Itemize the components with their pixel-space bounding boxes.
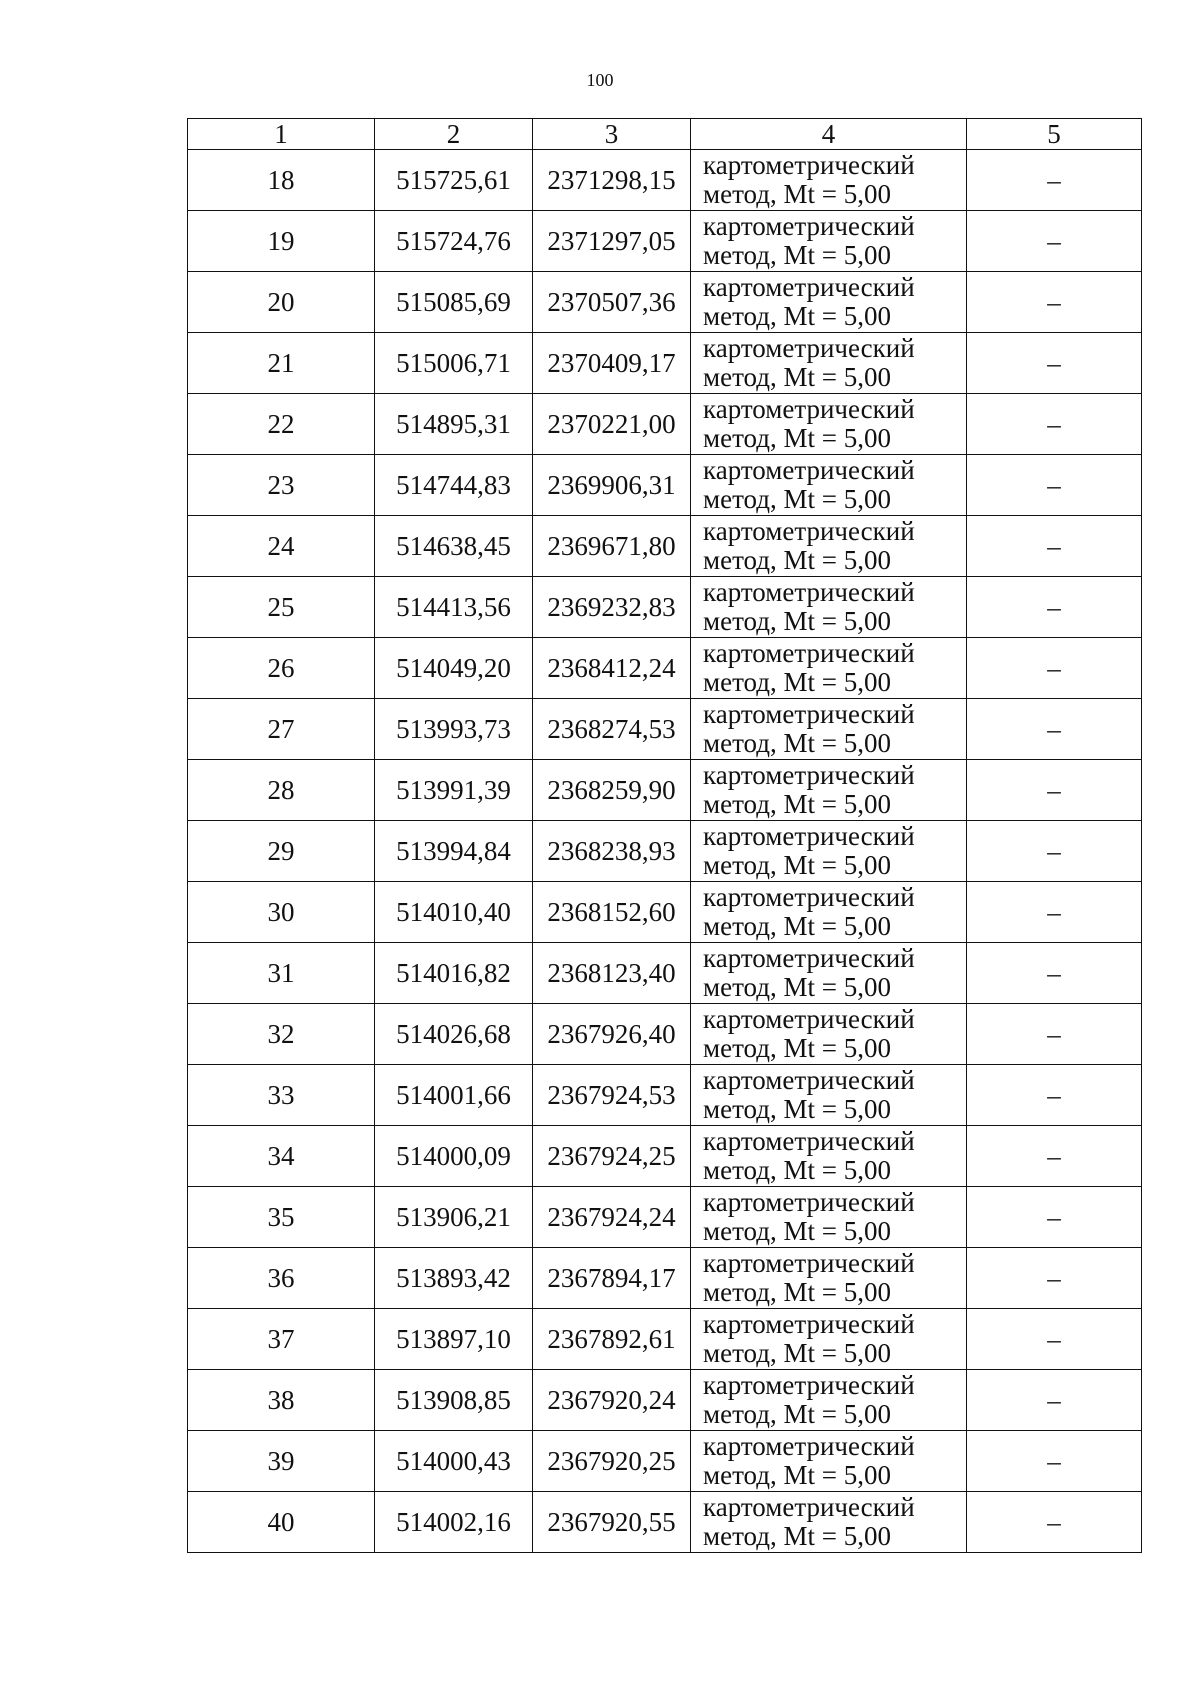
x-coordinate-cell: 514000,09: [375, 1126, 533, 1187]
table-row: [188, 211, 1142, 272]
method-cell: [691, 638, 967, 699]
description-cell: –: [967, 760, 1142, 821]
method-line-1: картометрический: [703, 577, 915, 607]
method-line-1: картометрический: [703, 943, 915, 973]
method-line-2: метод, Mt = 5,00: [703, 545, 891, 575]
description-cell: –: [967, 1187, 1142, 1248]
method-cell: [691, 699, 967, 760]
method-cell: [691, 1004, 967, 1065]
method-line-1: картометрический: [703, 1065, 915, 1095]
y-coordinate-cell: 2368412,24: [533, 638, 691, 699]
x-coordinate-cell: 514010,40: [375, 882, 533, 943]
method-line-2: метод, Mt = 5,00: [703, 1216, 891, 1246]
point-number-cell: 39: [188, 1431, 375, 1492]
method-cell: [691, 760, 967, 821]
table-row: [188, 1370, 1142, 1431]
description-cell: –: [967, 577, 1142, 638]
description-cell: –: [967, 1248, 1142, 1309]
method-line-2: метод, Mt = 5,00: [703, 301, 891, 331]
table-row: [188, 1248, 1142, 1309]
description-cell: –: [967, 638, 1142, 699]
y-coordinate-cell: 2369671,80: [533, 516, 691, 577]
point-number-cell: 22: [188, 394, 375, 455]
method-cell: [691, 1431, 967, 1492]
description-cell: –: [967, 699, 1142, 760]
point-number-cell: 30: [188, 882, 375, 943]
description-cell: –: [967, 1126, 1142, 1187]
description-cell: –: [967, 1370, 1142, 1431]
point-number-cell: 23: [188, 455, 375, 516]
method-line-2: метод, Mt = 5,00: [703, 972, 891, 1002]
description-cell: –: [967, 821, 1142, 882]
description-cell: –: [967, 455, 1142, 516]
method-line-2: метод, Mt = 5,00: [703, 484, 891, 514]
description-cell: –: [967, 394, 1142, 455]
coordinates-table: [187, 118, 1142, 1553]
method-line-2: метод, Mt = 5,00: [703, 1338, 891, 1368]
method-cell: [691, 1187, 967, 1248]
method-line-1: картометрический: [703, 760, 915, 790]
point-number-cell: 19: [188, 211, 375, 272]
method-line-1: картометрический: [703, 150, 915, 180]
point-number-cell: 38: [188, 1370, 375, 1431]
table-row: [188, 821, 1142, 882]
method-line-1: картометрический: [703, 1309, 915, 1339]
y-coordinate-cell: 2368123,40: [533, 943, 691, 1004]
point-number-cell: 36: [188, 1248, 375, 1309]
x-coordinate-cell: 514000,43: [375, 1431, 533, 1492]
y-coordinate-cell: 2367894,17: [533, 1248, 691, 1309]
point-number-cell: 34: [188, 1126, 375, 1187]
method-line-2: метод, Mt = 5,00: [703, 1033, 891, 1063]
x-coordinate-cell: 514049,20: [375, 638, 533, 699]
table-row: [188, 1126, 1142, 1187]
table-header-row: [188, 119, 1142, 150]
x-coordinate-cell: 515725,61: [375, 150, 533, 211]
table-row: [188, 1065, 1142, 1126]
method-cell: [691, 150, 967, 211]
method-cell: [691, 1126, 967, 1187]
method-line-1: картометрический: [703, 1248, 915, 1278]
y-coordinate-cell: 2371297,05: [533, 211, 691, 272]
point-number-cell: 29: [188, 821, 375, 882]
point-number-cell: 31: [188, 943, 375, 1004]
method-line-2: метод, Mt = 5,00: [703, 1399, 891, 1429]
x-coordinate-cell: 513906,21: [375, 1187, 533, 1248]
table-row: [188, 638, 1142, 699]
method-cell: [691, 455, 967, 516]
x-coordinate-cell: 513893,42: [375, 1248, 533, 1309]
header-col-1: 1: [188, 119, 375, 150]
method-cell: [691, 394, 967, 455]
x-coordinate-cell: 514001,66: [375, 1065, 533, 1126]
y-coordinate-cell: 2367920,55: [533, 1492, 691, 1553]
point-number-cell: 18: [188, 150, 375, 211]
method-cell: [691, 1065, 967, 1126]
table-row: [188, 943, 1142, 1004]
method-line-1: картометрический: [703, 1126, 915, 1156]
description-cell: –: [967, 333, 1142, 394]
y-coordinate-cell: 2370409,17: [533, 333, 691, 394]
x-coordinate-cell: 515085,69: [375, 272, 533, 333]
y-coordinate-cell: 2370507,36: [533, 272, 691, 333]
description-cell: –: [967, 1065, 1142, 1126]
table-row: [188, 1187, 1142, 1248]
x-coordinate-cell: 514026,68: [375, 1004, 533, 1065]
point-number-cell: 40: [188, 1492, 375, 1553]
y-coordinate-cell: 2367924,25: [533, 1126, 691, 1187]
description-cell: –: [967, 943, 1142, 1004]
method-cell: [691, 943, 967, 1004]
y-coordinate-cell: 2367924,53: [533, 1065, 691, 1126]
table-row: [188, 1309, 1142, 1370]
table-row: [188, 455, 1142, 516]
method-line-1: картометрический: [703, 882, 915, 912]
point-number-cell: 26: [188, 638, 375, 699]
method-line-2: метод, Mt = 5,00: [703, 911, 891, 941]
point-number-cell: 35: [188, 1187, 375, 1248]
x-coordinate-cell: 514895,31: [375, 394, 533, 455]
method-cell: [691, 1492, 967, 1553]
point-number-cell: 37: [188, 1309, 375, 1370]
method-line-1: картометрический: [703, 638, 915, 668]
y-coordinate-cell: 2368259,90: [533, 760, 691, 821]
method-line-2: метод, Mt = 5,00: [703, 240, 891, 270]
y-coordinate-cell: 2367926,40: [533, 1004, 691, 1065]
method-line-2: метод, Mt = 5,00: [703, 362, 891, 392]
table-row: [188, 699, 1142, 760]
method-line-1: картометрический: [703, 1370, 915, 1400]
y-coordinate-cell: 2367892,61: [533, 1309, 691, 1370]
method-line-1: картометрический: [703, 211, 915, 241]
method-cell: [691, 516, 967, 577]
method-line-1: картометрический: [703, 1187, 915, 1217]
description-cell: –: [967, 1004, 1142, 1065]
method-line-2: метод, Mt = 5,00: [703, 423, 891, 453]
header-col-4: 4: [691, 119, 967, 150]
point-number-cell: 33: [188, 1065, 375, 1126]
method-line-1: картометрический: [703, 1492, 915, 1522]
description-cell: –: [967, 516, 1142, 577]
x-coordinate-cell: 515006,71: [375, 333, 533, 394]
table-row: [188, 150, 1142, 211]
x-coordinate-cell: 514016,82: [375, 943, 533, 1004]
point-number-cell: 25: [188, 577, 375, 638]
description-cell: –: [967, 150, 1142, 211]
point-number-cell: 24: [188, 516, 375, 577]
method-line-1: картометрический: [703, 333, 915, 363]
table-row: [188, 760, 1142, 821]
description-cell: –: [967, 272, 1142, 333]
x-coordinate-cell: 514638,45: [375, 516, 533, 577]
method-line-2: метод, Mt = 5,00: [703, 850, 891, 880]
method-cell: [691, 1370, 967, 1431]
method-cell: [691, 333, 967, 394]
method-cell: [691, 1248, 967, 1309]
method-cell: [691, 1309, 967, 1370]
method-cell: [691, 272, 967, 333]
method-line-2: метод, Mt = 5,00: [703, 1277, 891, 1307]
description-cell: –: [967, 882, 1142, 943]
method-cell: [691, 211, 967, 272]
point-number-cell: 27: [188, 699, 375, 760]
y-coordinate-cell: 2368274,53: [533, 699, 691, 760]
method-line-2: метод, Mt = 5,00: [703, 606, 891, 636]
y-coordinate-cell: 2368238,93: [533, 821, 691, 882]
method-line-1: картометрический: [703, 1004, 915, 1034]
description-cell: –: [967, 1309, 1142, 1370]
method-line-1: картометрический: [703, 699, 915, 729]
point-number-cell: 20: [188, 272, 375, 333]
method-line-2: метод, Mt = 5,00: [703, 789, 891, 819]
method-line-2: метод, Mt = 5,00: [703, 1460, 891, 1490]
table-row: [188, 272, 1142, 333]
method-line-2: метод, Mt = 5,00: [703, 1094, 891, 1124]
x-coordinate-cell: 513897,10: [375, 1309, 533, 1370]
x-coordinate-cell: 514744,83: [375, 455, 533, 516]
y-coordinate-cell: 2369906,31: [533, 455, 691, 516]
method-line-2: метод, Mt = 5,00: [703, 1521, 891, 1551]
method-line-1: картометрический: [703, 821, 915, 851]
table-row: [188, 394, 1142, 455]
method-cell: [691, 577, 967, 638]
y-coordinate-cell: 2368152,60: [533, 882, 691, 943]
method-line-2: метод, Mt = 5,00: [703, 728, 891, 758]
y-coordinate-cell: 2369232,83: [533, 577, 691, 638]
method-cell: [691, 882, 967, 943]
header-col-5: 5: [967, 119, 1142, 150]
x-coordinate-cell: 513908,85: [375, 1370, 533, 1431]
x-coordinate-cell: 515724,76: [375, 211, 533, 272]
method-line-1: картометрический: [703, 394, 915, 424]
point-number-cell: 28: [188, 760, 375, 821]
method-cell: [691, 821, 967, 882]
y-coordinate-cell: 2367924,24: [533, 1187, 691, 1248]
point-number-cell: 32: [188, 1004, 375, 1065]
header-col-3: 3: [533, 119, 691, 150]
y-coordinate-cell: 2367920,24: [533, 1370, 691, 1431]
point-number-cell: 21: [188, 333, 375, 394]
method-line-2: метод, Mt = 5,00: [703, 667, 891, 697]
method-line-1: картометрический: [703, 1431, 915, 1461]
description-cell: –: [967, 1431, 1142, 1492]
header-col-2: 2: [375, 119, 533, 150]
description-cell: –: [967, 211, 1142, 272]
x-coordinate-cell: 514413,56: [375, 577, 533, 638]
page-number: 100: [586, 70, 614, 90]
table-row: [188, 1492, 1142, 1553]
table-row: [188, 1004, 1142, 1065]
x-coordinate-cell: 513993,73: [375, 699, 533, 760]
table-row: [188, 516, 1142, 577]
y-coordinate-cell: 2367920,25: [533, 1431, 691, 1492]
table-row: [188, 1431, 1142, 1492]
method-line-1: картометрический: [703, 455, 915, 485]
table-row: [188, 333, 1142, 394]
x-coordinate-cell: 513994,84: [375, 821, 533, 882]
y-coordinate-cell: 2370221,00: [533, 394, 691, 455]
table-row: [188, 577, 1142, 638]
x-coordinate-cell: 514002,16: [375, 1492, 533, 1553]
method-line-2: метод, Mt = 5,00: [703, 1155, 891, 1185]
table-row: [188, 882, 1142, 943]
method-line-2: метод, Mt = 5,00: [703, 179, 891, 209]
x-coordinate-cell: 513991,39: [375, 760, 533, 821]
method-line-1: картометрический: [703, 516, 915, 546]
description-cell: –: [967, 1492, 1142, 1553]
y-coordinate-cell: 2371298,15: [533, 150, 691, 211]
method-line-1: картометрический: [703, 272, 915, 302]
